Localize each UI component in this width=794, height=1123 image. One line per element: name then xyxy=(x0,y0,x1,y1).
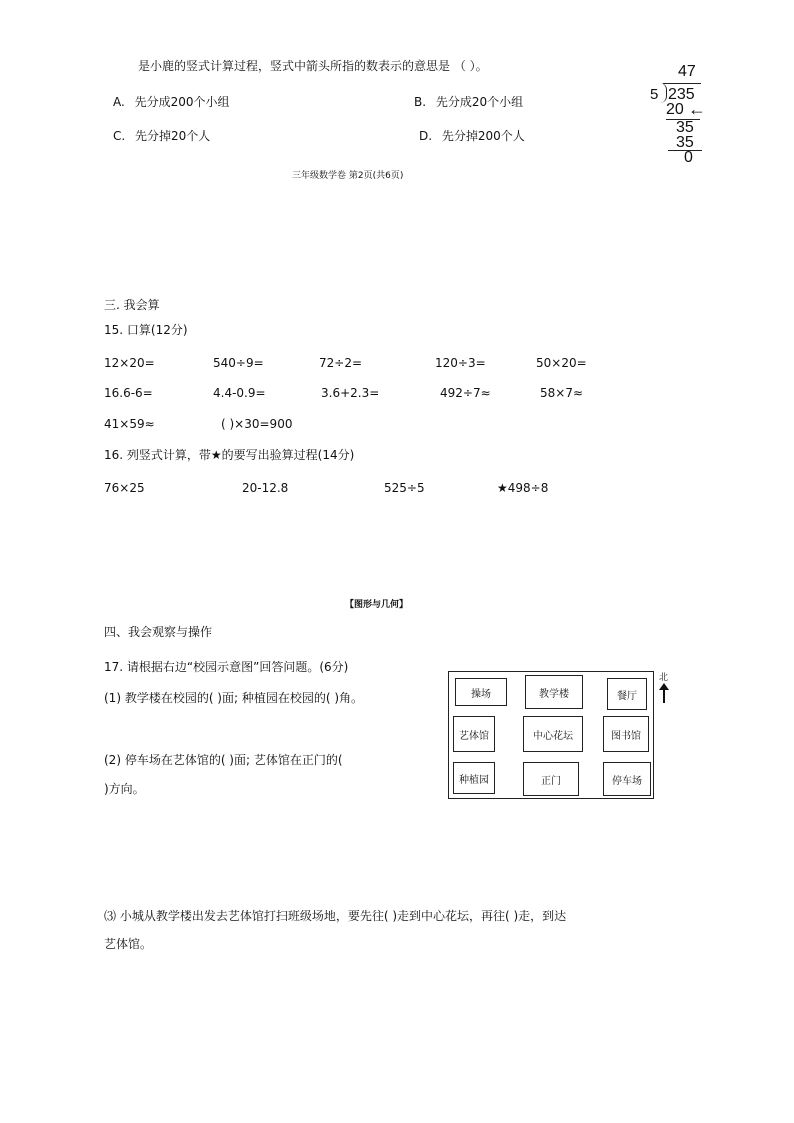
q17-title: 17. 请根据右边“校园示意图”回答问题。(6分) xyxy=(104,660,349,674)
q16-title: 16. 列竖式计算，带★的要写出验算过程(14分) xyxy=(104,448,355,462)
division-remainder: 0 xyxy=(684,149,693,166)
division-bracket xyxy=(660,83,667,103)
q15-r3-c1: 41×59≈ xyxy=(104,417,155,431)
q15-title: 15. 口算(12分) xyxy=(104,323,188,337)
option-d-letter: D. xyxy=(419,129,433,143)
option-d xyxy=(419,130,525,142)
q15-r2-c4: 492÷7≈ xyxy=(440,386,491,400)
campus-map xyxy=(448,671,654,799)
q15-r1-c2: 540÷9= xyxy=(213,356,264,370)
option-a xyxy=(113,96,230,108)
map-cell-playground: 操场 xyxy=(455,678,507,706)
q15-r2-c1: 16.6-6= xyxy=(104,386,153,400)
q15-r1-c1: 12×20= xyxy=(104,356,155,370)
option-b xyxy=(414,96,523,108)
q15-r2-c2: 4.4-0.9= xyxy=(213,386,266,400)
option-b-text: 先分成20个小组 xyxy=(435,95,524,109)
north-label: 北 xyxy=(659,673,669,683)
q14-stem: 是小鹿的竖式计算过程，竖式中箭头所指的数表示的意思是 （ ）。 xyxy=(138,59,488,73)
q16-item-1: 76×25 xyxy=(104,481,145,495)
map-cell-teaching-building: 教学楼 xyxy=(525,675,583,709)
map-cell-main-gate: 正门 xyxy=(523,762,579,796)
arrow-left-icon: ← xyxy=(688,99,706,119)
q17-sub2-b: )方向。 xyxy=(104,782,145,796)
division-divisor: 5 xyxy=(650,86,659,103)
section3-title: 三. 我会算 xyxy=(104,298,160,312)
long-division-figure xyxy=(644,60,714,168)
division-bar xyxy=(663,83,701,84)
north-arrow-icon xyxy=(658,683,670,703)
q16-item-4: ★498÷8 xyxy=(497,481,549,495)
q15-r1-c3: 72÷2= xyxy=(319,356,363,370)
q17-sub1: (1) 教学楼在校园的( )面; 种植园在校园的( )角。 xyxy=(104,691,364,705)
geometry-header: 【图形与几何】 xyxy=(345,600,409,610)
map-cell-central-garden: 中心花坛 xyxy=(523,716,583,752)
option-d-text: 先分掉200个人 xyxy=(441,129,525,143)
option-b-letter: B. xyxy=(414,95,427,109)
q15-r1-c5: 50×20= xyxy=(536,356,587,370)
section4-title: 四、我会观察与操作 xyxy=(104,625,213,639)
division-step1: 20 xyxy=(666,101,684,118)
q16-item-3: 525÷5 xyxy=(384,481,425,495)
q17-sub3-b: 艺体馆。 xyxy=(104,937,153,951)
option-c-letter: C. xyxy=(113,129,126,143)
division-quotient: 47 xyxy=(678,63,696,80)
page-footer: 三年级数学卷 第2页(共6页) xyxy=(292,171,404,181)
map-cell-arts-gym: 艺体馆 xyxy=(453,716,495,752)
map-cell-canteen: 餐厅 xyxy=(607,678,647,710)
q15-r1-c4: 120÷3= xyxy=(435,356,486,370)
map-cell-garden-plot: 种植园 xyxy=(453,762,495,794)
q15-r2-c3: 3.6+2.3= xyxy=(321,386,380,400)
q16-item-2: 20-12.8 xyxy=(242,481,289,495)
north-indicator xyxy=(656,674,674,704)
q15-r2-c5: 58×7≈ xyxy=(540,386,584,400)
map-cell-parking: 停车场 xyxy=(603,762,651,796)
division-step3: 35 xyxy=(676,134,694,151)
option-a-letter: A. xyxy=(113,95,125,109)
map-cell-library: 图书馆 xyxy=(603,716,649,752)
q15-r3-c2: ( )×30=900 xyxy=(221,417,293,431)
option-c-text: 先分掉20个人 xyxy=(135,129,211,143)
q17-sub3-a: ⑶ 小城从教学楼出发去艺体馆打扫班级场地，要先往( )走到中心花坛，再往( )走，到达 xyxy=(104,909,567,923)
division-dividend: 235 xyxy=(668,86,695,103)
option-c xyxy=(113,130,210,142)
option-a-text: 先分成200个小组 xyxy=(134,95,230,109)
division-step2: 35 xyxy=(676,119,694,136)
q17-sub2-a: (2) 停车场在艺体馆的( )面; 艺体馆在正门的( xyxy=(104,753,343,767)
